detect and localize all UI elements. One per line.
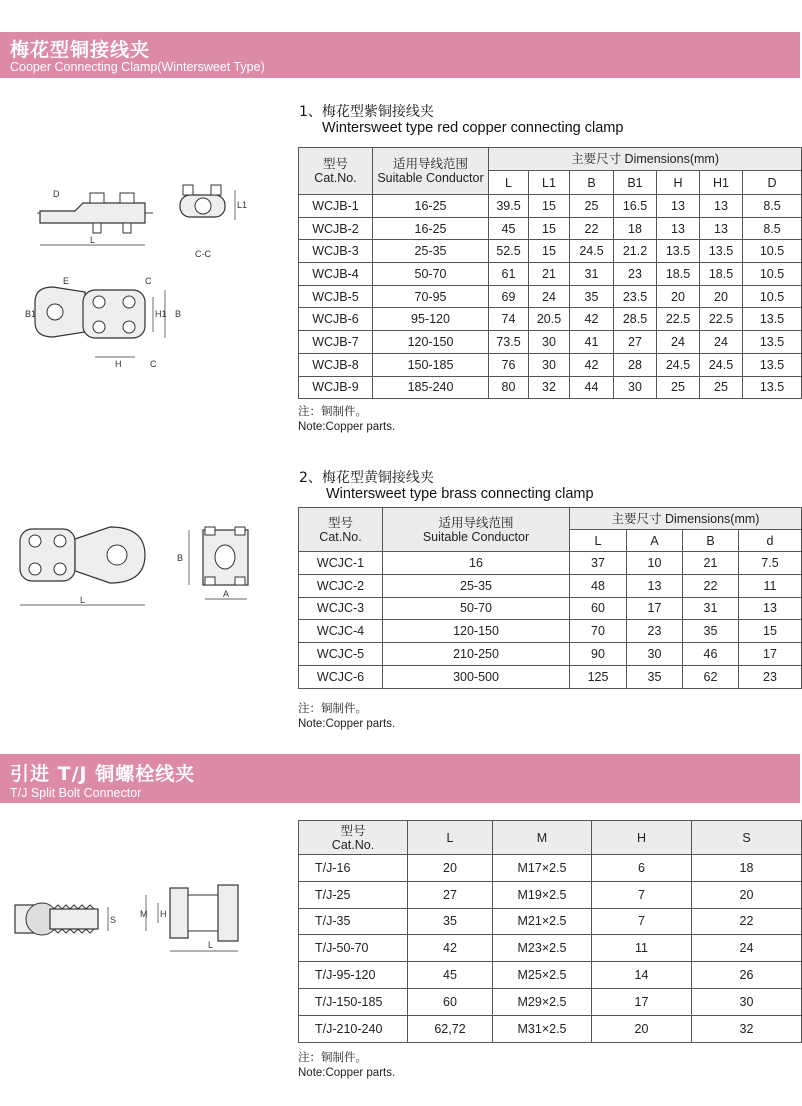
table-cell: 20 <box>700 285 743 308</box>
table-cell: 35 <box>408 908 493 935</box>
label-h: H <box>115 359 122 369</box>
table-cell: 25-35 <box>383 574 570 597</box>
table-cell: 120-150 <box>373 331 489 354</box>
label-m: M <box>140 909 148 919</box>
brass-spec-table <box>298 507 802 689</box>
table-cell: 7 <box>592 881 692 908</box>
table-cell: 20.5 <box>529 308 570 331</box>
dim-header-l: L <box>489 171 529 195</box>
table-cell: 22 <box>683 574 739 597</box>
table-row <box>299 574 802 597</box>
section-title-en: T/J Split Bolt Connector <box>10 786 142 800</box>
dim-header-h: H <box>657 171 700 195</box>
table-cell: WCJB-4 <box>299 263 373 286</box>
table-cell: 60 <box>408 988 493 1015</box>
table3-note <box>298 1049 395 1079</box>
table-row <box>299 331 802 354</box>
col-model-cn: 型号 <box>327 515 353 530</box>
label-a: A <box>223 589 230 599</box>
col-model-header <box>299 821 408 855</box>
clamp-top-view-drawing <box>25 272 190 372</box>
table-cell: 39.5 <box>489 195 529 218</box>
table-cell: 185-240 <box>373 376 489 399</box>
table-cell: 24 <box>657 331 700 354</box>
dim-header-b: B <box>570 171 614 195</box>
label-b: B <box>175 309 182 319</box>
label-l1: L1 <box>237 200 248 210</box>
table-cell: WCJC-4 <box>299 620 383 643</box>
table-cell: 10.5 <box>743 263 802 286</box>
table-cell: 35 <box>683 620 739 643</box>
table3-note-cn: 注：铜制件。 <box>298 1050 367 1064</box>
table-cell: 46 <box>683 643 739 666</box>
table-cell: M21×2.5 <box>493 908 592 935</box>
table-cell: 45 <box>489 217 529 240</box>
table-cell: 23 <box>627 620 683 643</box>
red-copper-spec-table <box>298 147 802 399</box>
table-cell: 18 <box>614 217 657 240</box>
table-cell: 20 <box>592 1015 692 1042</box>
table-row <box>299 308 802 331</box>
dim-header-l: L <box>570 530 627 552</box>
table-cell: 10.5 <box>743 285 802 308</box>
table-cell: 13 <box>700 195 743 218</box>
table-cell: 35 <box>627 665 683 688</box>
table-cell: 30 <box>692 988 802 1015</box>
col-model-header <box>299 148 373 195</box>
table-cell: 50-70 <box>383 597 570 620</box>
table-cell: M23×2.5 <box>493 935 592 962</box>
col-conductor-cn: 适用导线范围 <box>438 515 514 530</box>
table-cell: 11 <box>739 574 802 597</box>
col-model-header <box>299 508 383 552</box>
table-row <box>299 285 802 308</box>
table-cell: 17 <box>592 988 692 1015</box>
table-cell: 125 <box>570 665 627 688</box>
table-cell: 16.5 <box>614 195 657 218</box>
table2-note <box>298 700 395 730</box>
table-cell: 74 <box>489 308 529 331</box>
table-cell: 18.5 <box>657 263 700 286</box>
label-b-brass: B <box>177 553 184 563</box>
table-cell: 16 <box>383 552 570 575</box>
table-cell: 42 <box>570 353 614 376</box>
table-cell: 30 <box>614 376 657 399</box>
table2-title-en: Wintersweet type brass connecting clamp <box>326 486 594 502</box>
table-cell: 44 <box>570 376 614 399</box>
table-row <box>299 353 802 376</box>
table-cell: WCJB-8 <box>299 353 373 376</box>
table-cell: 80 <box>489 376 529 399</box>
table-row <box>299 217 802 240</box>
table-row <box>299 620 802 643</box>
table-cell: 52.5 <box>489 240 529 263</box>
table-cell: 24 <box>700 331 743 354</box>
table-cell: WCJB-1 <box>299 195 373 218</box>
table-cell: 8.5 <box>743 217 802 240</box>
table-cell: 21 <box>529 263 570 286</box>
dim-header-d: d <box>739 530 802 552</box>
label-l-brass: L <box>80 595 86 605</box>
table-cell: M19×2.5 <box>493 881 592 908</box>
table-cell: 32 <box>529 376 570 399</box>
col-conductor-header <box>383 508 570 552</box>
col-header-s: S <box>692 821 802 855</box>
split-bolt-spec-table <box>298 820 802 1043</box>
table2-note-en: Note:Copper parts. <box>298 718 396 730</box>
table-cell: 23 <box>739 665 802 688</box>
section-band-wintersweet <box>0 32 800 78</box>
table-cell: WCJC-6 <box>299 665 383 688</box>
table-cell: 14 <box>592 962 692 989</box>
table-cell: 70-95 <box>373 285 489 308</box>
label-b1: B1 <box>25 309 37 319</box>
dim-header-b1: B1 <box>614 171 657 195</box>
split-bolt-side-drawing <box>140 883 250 958</box>
table-cell: 21.2 <box>614 240 657 263</box>
table-cell: 61 <box>489 263 529 286</box>
table-cell: 22.5 <box>700 308 743 331</box>
table1-note-cn: 注：铜制件。 <box>298 404 367 418</box>
table-cell: 30 <box>529 331 570 354</box>
table-cell: 25 <box>700 376 743 399</box>
table-row <box>299 376 802 399</box>
col-dimensions-header: 主要尺寸 Dimensions(mm) <box>570 508 802 530</box>
col-dimensions-header: 主要尺寸 Dimensions(mm) <box>489 148 802 171</box>
table-cell: 48 <box>570 574 627 597</box>
table1-title-cn: 1、梅花型紫铜接线夹 <box>299 104 434 120</box>
table-cell: 15 <box>529 217 570 240</box>
table-cell: T/J-16 <box>299 855 408 882</box>
table-cell: 13.5 <box>743 331 802 354</box>
table-cell: 16-25 <box>373 195 489 218</box>
table-cell: 20 <box>408 855 493 882</box>
table-cell: 15 <box>739 620 802 643</box>
table2-title-cn: 2、梅花型黄铜接线夹 <box>299 470 434 486</box>
label-h1: H1 <box>155 309 167 319</box>
table-cell: 23.5 <box>614 285 657 308</box>
section-title-cn: 引进 T/J 铜螺栓线夹 <box>10 763 196 785</box>
dim-header-a: A <box>627 530 683 552</box>
table-cell: T/J-50-70 <box>299 935 408 962</box>
table3-note-en: Note:Copper parts. <box>298 1067 396 1079</box>
table-cell: 13 <box>657 195 700 218</box>
table-cell: 13 <box>627 574 683 597</box>
table-cell: 15 <box>529 240 570 263</box>
table-cell: 28.5 <box>614 308 657 331</box>
table2-note-cn: 注：铜制件。 <box>298 701 367 715</box>
table-cell: 25 <box>570 195 614 218</box>
table-cell: 18 <box>692 855 802 882</box>
table-cell: 60 <box>570 597 627 620</box>
table-cell: 22.5 <box>657 308 700 331</box>
table-row <box>299 935 802 962</box>
table-cell: 13 <box>739 597 802 620</box>
table-cell: T/J-35 <box>299 908 408 935</box>
table-cell: 16-25 <box>373 217 489 240</box>
table-cell: T/J-25 <box>299 881 408 908</box>
table-cell: 300-500 <box>383 665 570 688</box>
split-bolt-section-drawing <box>10 883 120 953</box>
table-cell: 26 <box>692 962 802 989</box>
table-row <box>299 855 802 882</box>
col-header-h: H <box>592 821 692 855</box>
label-c-bottom: C <box>150 359 157 369</box>
brass-clamp-side-drawing <box>175 525 260 605</box>
col-conductor-header <box>373 148 489 195</box>
dim-header-d: D <box>743 171 802 195</box>
label-l-bolt: L <box>208 940 214 950</box>
label-d: D <box>53 189 60 199</box>
dim-header-l1: L1 <box>529 171 570 195</box>
table-cell: 17 <box>739 643 802 666</box>
table-cell: 18.5 <box>700 263 743 286</box>
table-cell: WCJC-3 <box>299 597 383 620</box>
table-cell: 15 <box>529 195 570 218</box>
table-cell: 70 <box>570 620 627 643</box>
table-row <box>299 195 802 218</box>
table-cell: 21 <box>683 552 739 575</box>
table-cell: 17 <box>627 597 683 620</box>
table-cell: 31 <box>683 597 739 620</box>
table-cell: 32 <box>692 1015 802 1042</box>
table-cell: WCJB-2 <box>299 217 373 240</box>
table-cell: 13.5 <box>743 308 802 331</box>
table-cell: 24.5 <box>657 353 700 376</box>
table-cell: 73.5 <box>489 331 529 354</box>
table-row <box>299 881 802 908</box>
table-cell: 6 <box>592 855 692 882</box>
table-cell: 120-150 <box>383 620 570 643</box>
table-cell: 27 <box>614 331 657 354</box>
table-cell: 13.5 <box>743 376 802 399</box>
table-cell: 50-70 <box>373 263 489 286</box>
label-l: L <box>90 235 96 245</box>
table-cell: M25×2.5 <box>493 962 592 989</box>
table-cell: 25-35 <box>373 240 489 263</box>
label-c-top: C <box>145 276 152 286</box>
dim-header-b: B <box>683 530 739 552</box>
table-cell: 13 <box>700 217 743 240</box>
table-cell: 37 <box>570 552 627 575</box>
table-cell: 90 <box>570 643 627 666</box>
table-cell: 30 <box>627 643 683 666</box>
table-cell: 20 <box>692 881 802 908</box>
table-cell: 69 <box>489 285 529 308</box>
table-cell: 8.5 <box>743 195 802 218</box>
clamp-end-view-drawing <box>175 180 248 260</box>
table-row <box>299 1015 802 1042</box>
table-cell: T/J-210-240 <box>299 1015 408 1042</box>
table-cell: 31 <box>570 263 614 286</box>
table-cell: 22 <box>570 217 614 240</box>
table-cell: WCJB-7 <box>299 331 373 354</box>
table-cell: 210-250 <box>383 643 570 666</box>
clamp-side-view-drawing <box>35 183 155 253</box>
table-row <box>299 988 802 1015</box>
col-conductor-en: Suitable Conductor <box>422 529 530 544</box>
col-conductor-cn: 适用导线范围 <box>392 157 468 171</box>
table-cell: 76 <box>489 353 529 376</box>
table-cell: 7 <box>592 908 692 935</box>
table-cell: 35 <box>570 285 614 308</box>
table-row <box>299 263 802 286</box>
table-cell: 10.5 <box>743 240 802 263</box>
table-cell: 25 <box>657 376 700 399</box>
table-row <box>299 597 802 620</box>
brass-clamp-plan-drawing <box>15 517 165 617</box>
table-cell: WCJB-3 <box>299 240 373 263</box>
table-row <box>299 552 802 575</box>
table-cell: 42 <box>570 308 614 331</box>
table-cell: WCJB-5 <box>299 285 373 308</box>
table-cell: 62,72 <box>408 1015 493 1042</box>
col-header-m: M <box>493 821 592 855</box>
table-cell: 45 <box>408 962 493 989</box>
col-model-cn: 型号 <box>340 823 366 838</box>
table-cell: 27 <box>408 881 493 908</box>
table-cell: WCJC-1 <box>299 552 383 575</box>
table-cell: 30 <box>529 353 570 376</box>
table-cell: M29×2.5 <box>493 988 592 1015</box>
dim-header-h1: H1 <box>700 171 743 195</box>
table-cell: 62 <box>683 665 739 688</box>
table-cell: WCJC-2 <box>299 574 383 597</box>
table-cell: M31×2.5 <box>493 1015 592 1042</box>
table-cell: 13.5 <box>743 353 802 376</box>
table1-note <box>298 403 395 433</box>
table-cell: 24.5 <box>570 240 614 263</box>
table-cell: 13 <box>657 217 700 240</box>
label-h-bolt: H <box>160 909 167 919</box>
table-cell: 42 <box>408 935 493 962</box>
table-cell: T/J-150-185 <box>299 988 408 1015</box>
section-title-en: Cooper Connecting Clamp(Wintersweet Type) <box>10 60 265 74</box>
table-cell: 7.5 <box>739 552 802 575</box>
table-cell: 24 <box>692 935 802 962</box>
col-model-en: Cat.No. <box>314 171 357 185</box>
col-header-l: L <box>408 821 493 855</box>
table-cell: 13.5 <box>657 240 700 263</box>
table-cell: WCJB-9 <box>299 376 373 399</box>
label-e: E <box>63 276 70 286</box>
table-cell: 150-185 <box>373 353 489 376</box>
table-row <box>299 643 802 666</box>
section-title-cn: 梅花型铜接线夹 <box>10 39 151 61</box>
table-cell: 22 <box>692 908 802 935</box>
table-cell: 20 <box>657 285 700 308</box>
col-model-en: Cat.No. <box>331 837 375 852</box>
col-model-cn: 型号 <box>322 157 348 171</box>
table-cell: 95-120 <box>373 308 489 331</box>
table-cell: WCJB-6 <box>299 308 373 331</box>
table-cell: T/J-95-120 <box>299 962 408 989</box>
table-row <box>299 665 802 688</box>
table-cell: 41 <box>570 331 614 354</box>
table-cell: 28 <box>614 353 657 376</box>
table-cell: WCJC-5 <box>299 643 383 666</box>
table-cell: 23 <box>614 263 657 286</box>
table-cell: 10 <box>627 552 683 575</box>
table-cell: 24 <box>529 285 570 308</box>
table-cell: 13.5 <box>700 240 743 263</box>
table-row <box>299 908 802 935</box>
table-row <box>299 240 802 263</box>
table1-note-en: Note:Copper parts. <box>298 421 396 433</box>
table-cell: 24.5 <box>700 353 743 376</box>
col-model-en: Cat.No. <box>319 529 362 544</box>
table-row <box>299 962 802 989</box>
label-cc: C-C <box>195 249 211 259</box>
label-s: S <box>110 915 117 925</box>
table-cell: 11 <box>592 935 692 962</box>
section-band-split-bolt <box>0 754 800 803</box>
table1-title-en: Wintersweet type red copper connecting clamp <box>322 120 624 136</box>
col-conductor-en: Suitable Conductor <box>377 171 484 185</box>
table-cell: M17×2.5 <box>493 855 592 882</box>
